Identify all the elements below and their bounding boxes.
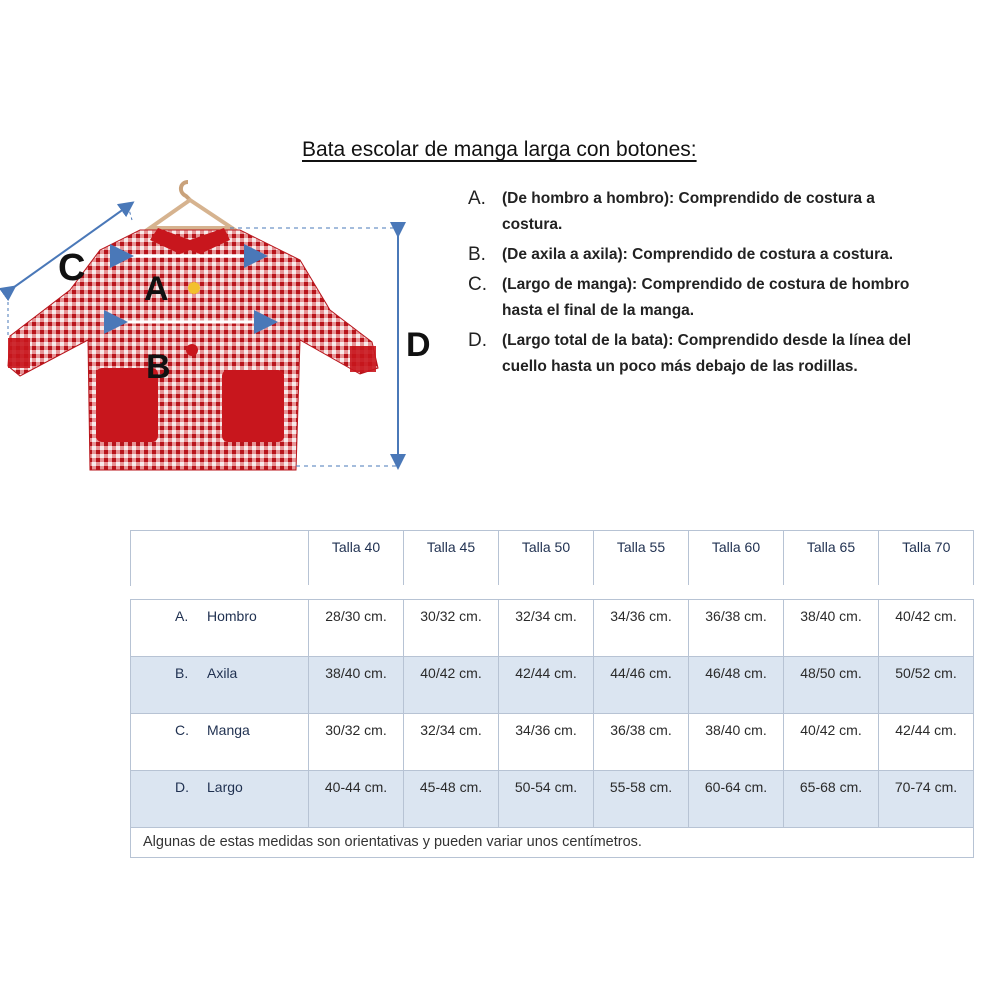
header-talla-60: Talla 60 [689, 531, 784, 586]
table-cell: 38/40 cm. [309, 657, 404, 714]
definition-letter: C. [468, 274, 487, 295]
row-name: Largo [207, 779, 243, 795]
label-d: D [406, 326, 431, 364]
right-pocket [222, 370, 284, 442]
table-cell: 32/34 cm. [499, 600, 594, 657]
table-cell: 48/50 cm. [784, 657, 879, 714]
table-cell: 55-58 cm. [594, 771, 689, 828]
definition-text: (De hombro a hombro): Comprendido de costura a costura. [502, 190, 875, 233]
table-cell: 50-54 cm. [499, 771, 594, 828]
definition-c [468, 274, 938, 324]
header-talla-55: Talla 55 [594, 531, 689, 586]
header-talla-40: Talla 40 [309, 531, 404, 586]
hanger-icon [150, 182, 232, 228]
table-cell: 36/38 cm. [594, 714, 689, 771]
row-letter: A. [175, 608, 189, 624]
label-a: A [144, 270, 169, 308]
header-talla-50: Talla 50 [499, 531, 594, 586]
table-cell: 38/40 cm. [784, 600, 879, 657]
definitions-list [468, 188, 938, 386]
button-icon [188, 282, 200, 294]
table-cell: 32/34 cm. [404, 714, 499, 771]
row-letter: B. [175, 665, 189, 681]
table-cell: 42/44 cm. [879, 714, 974, 771]
label-c: C [58, 247, 86, 289]
header-talla-45: Talla 45 [404, 531, 499, 586]
table-cell: 34/36 cm. [594, 600, 689, 657]
table-cell: 40/42 cm. [404, 657, 499, 714]
row-name: Manga [207, 722, 250, 738]
table-cell: 30/32 cm. [404, 600, 499, 657]
header-talla-70: Talla 70 [879, 531, 974, 586]
table-cell: 50/52 cm. [879, 657, 974, 714]
table-row-hombro [131, 600, 974, 657]
table-cell: 34/36 cm. [499, 714, 594, 771]
definition-b [468, 244, 938, 268]
row-label [131, 714, 309, 771]
definition-letter: B. [468, 244, 486, 265]
label-b: B [146, 348, 171, 386]
row-name: Hombro [207, 608, 257, 624]
table-header-row [131, 531, 974, 586]
table-cell: 42/44 cm. [499, 657, 594, 714]
definition-d [468, 330, 938, 380]
definition-a [468, 188, 938, 238]
table-row-largo [131, 771, 974, 828]
table-row-axila [131, 657, 974, 714]
row-label [131, 771, 309, 828]
table-note: Algunas de estas medidas son orientativas y pueden variar unos centímetros. [131, 828, 974, 858]
row-name: Axila [207, 665, 238, 681]
table-gap [131, 585, 974, 600]
table-cell: 70-74 cm. [879, 771, 974, 828]
definition-letter: A. [468, 188, 486, 209]
size-table-container [130, 530, 974, 858]
table-cell: 36/38 cm. [689, 600, 784, 657]
table-cell: 38/40 cm. [689, 714, 784, 771]
table-cell: 65-68 cm. [784, 771, 879, 828]
header-talla-65: Talla 65 [784, 531, 879, 586]
definition-text: (Largo total de la bata): Comprendido desde la línea del cuello hasta un poco más debajo de las rodillas. [502, 332, 912, 375]
size-table [130, 530, 974, 858]
row-letter: D. [175, 779, 189, 795]
table-note-row [131, 828, 974, 858]
definition-text: (De axila a axila): Comprendido de costura a costura. [502, 246, 894, 263]
row-label [131, 600, 309, 657]
table-cell: 60-64 cm. [689, 771, 784, 828]
button-icon [186, 344, 198, 356]
row-letter: C. [175, 722, 189, 738]
table-cell: 28/30 cm. [309, 600, 404, 657]
table-cell: 40/42 cm. [784, 714, 879, 771]
table-cell: 45-48 cm. [404, 771, 499, 828]
definition-letter: D. [468, 330, 487, 351]
definition-text: (Largo de manga): Comprendido de costura de hombro hasta el final de la manga. [502, 276, 910, 319]
table-cell: 44/46 cm. [594, 657, 689, 714]
table-row-manga [131, 714, 974, 771]
header-empty [131, 531, 309, 586]
table-cell: 40/42 cm. [879, 600, 974, 657]
table-cell: 40-44 cm. [309, 771, 404, 828]
table-cell: 30/32 cm. [309, 714, 404, 771]
smock-illustration [0, 170, 440, 480]
table-cell: 46/48 cm. [689, 657, 784, 714]
row-label [131, 657, 309, 714]
page-title: Bata escolar de manga larga con botones: [302, 138, 697, 161]
